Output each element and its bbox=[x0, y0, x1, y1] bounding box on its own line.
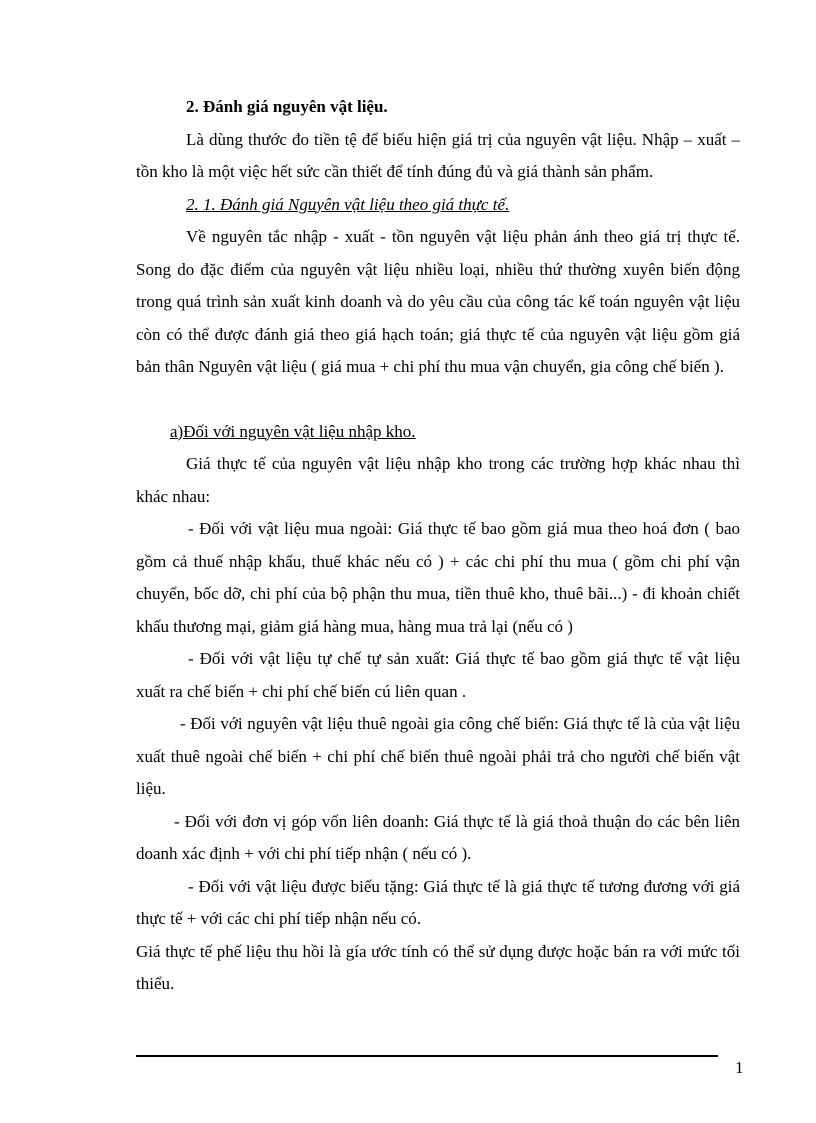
page-number: 1 bbox=[735, 1058, 744, 1077]
list-item-donated: - Đối với vật liệu được biếu tặng: Giá thực tế là giá thực tế tương đương với giá thực tế + với các chi phí tiếp nhận nếu có. bbox=[136, 876, 740, 928]
subsection-heading: 2. 1. Đánh giá Nguyên vật liệu theo giá thực tế. bbox=[186, 194, 510, 214]
section-a-title: a)Đối với nguyên vật liệu nhập kho. bbox=[170, 421, 416, 441]
list-item-joint-venture: - Đối với đơn vị góp vốn liên doanh: Giá thực tế là giá thoả thuận do các bên liên doanh xác định + với chi phí tiếp nhận ( nếu có ). bbox=[136, 811, 740, 863]
footer-divider bbox=[136, 1055, 718, 1057]
list-item-self-made: - Đối với vật liệu tự chế tự sản xuất: Giá thực tế bao gồm giá thực tế vật liệu xuất ra chế biến + chi phí chế biến cú liên quan . bbox=[136, 649, 740, 701]
list-item-purchased: - Đối với vật liệu mua ngoài: Giá thực tế bao gồm giá mua theo hoá đơn ( bao gồm cả thuế nhập khẩu, thuế khác nếu có ) + các chi phí thu mua ( gồm chi phí vận chuyển, bốc dỡ, chi phí của bộ phận thu mua, tiền thuê kho, thuê bãi...) - đi khoản chiết khấu thương mại, giảm giá hàng mua, hàng mua trả lại (nếu có ) bbox=[136, 519, 740, 636]
list-item-outsourced: - Đối với nguyên vật liệu thuê ngoài gia công chế biến: Giá thực tế là của vật liệu xuất thuê ngoài chế biến + chi phí chế biến thuê ngoài phải trả cho người chế biến vật liệu. bbox=[136, 714, 740, 798]
document-body bbox=[136, 91, 740, 1001]
section-heading: 2. Đánh giá nguyên vật liệu. bbox=[186, 97, 388, 116]
closing-paragraph: Giá thực tế phế liệu thu hồi là gía ước tính có thể sử dụng được hoặc bán ra với mức tối thiểu. bbox=[136, 941, 740, 993]
principle-paragraph: Về nguyên tắc nhập - xuất - tồn nguyên vật liệu phản ánh theo giá trị thực tế. Song do đặc điểm của nguyên vật liệu nhiều loại, nhiều thứ thường xuyên biến động trong quá trình sản xuất kinh doanh và do yêu cầu của công tác kế toán nguyên vật liệu còn có thể được đánh giá theo giá hạch toán; giá thực tế của nguyên vật liệu gồm giá bản thân Nguyên vật liệu ( giá mua + chi phí thu mua vận chuyển, gia công chế biến ). bbox=[136, 227, 740, 376]
intro-paragraph: Là dùng thước đo tiền tệ để biểu hiện giá trị của nguyên vật liệu. Nhập – xuất – tồn kho là một việc hết sức cần thiết để tính đúng đủ và giá thành sản phẩm. bbox=[136, 129, 740, 181]
section-a-intro: Giá thực tế của nguyên vật liệu nhập kho trong các trường hợp khác nhau thì khác nhau: bbox=[136, 454, 740, 506]
